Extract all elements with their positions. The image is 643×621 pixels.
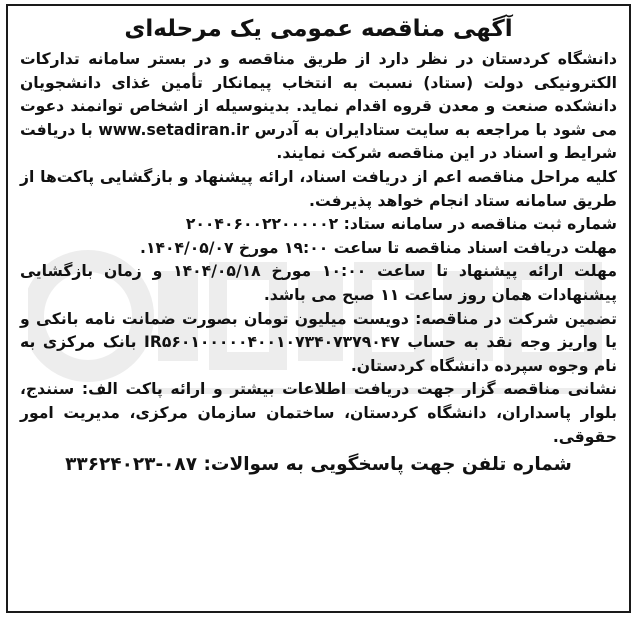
notice-content: [20, 8, 617, 480]
paragraph-intro: [20, 48, 617, 166]
paragraph-document-deadline: مهلت دریافت اسناد مناقصه تا ساعت ۱۹:۰۰ مورخ ۱۴۰۴/۰۵/۰۷.: [140, 238, 617, 257]
paragraph-submission-deadline: مهلت ارائه پیشنهاد تا ساعت ۱۰:۰۰ مورخ ۱۴۰۴/۰۵/۱۸ و زمان بازگشایی پیشنهادات همان روز ساعت ۱۱ صبح می باشد.: [20, 262, 617, 304]
paragraph-procedure: کلیه مراحل مناقصه اعم از دریافت اسناد، ارائه پیشنهاد و بازگشایی پاکت‌ها از طریق سامانه ستاد انجام خواهد پذیرفت.: [20, 167, 617, 210]
contact-phone: شماره تلفن جهت پاسخگویی به سوالات: ۰۸۷-۳۳۶۲۴۰۲۳: [65, 454, 572, 476]
notice-title: آگهی مناقصه عمومی یک مرحله‌ای: [124, 16, 513, 42]
organizer-name: دانشگاه کردستان در نظر دارد: [378, 50, 618, 68]
paragraph-registration-number: شماره ثبت مناقصه در سامانه ستاد: ۲۰۰۴۰۶۰۰۲۲۰۰۰۰۰۲: [185, 215, 617, 234]
intro-text-b: با دریافت شرایط و اسناد در این مناقصه شرکت نمایند.: [20, 120, 617, 163]
website-link[interactable]: www.setadiran.ir: [98, 120, 250, 139]
notice-frame: [6, 4, 631, 613]
paragraph-address: نشانی مناقصه گزار جهت دریافت اطلاعات بیشتر و ارائه پاکت الف: سنندج، بلوار پاسداران، دانشگاه کردستان، ساختمان سازمان مرکزی، مدیریت امور حقوقی.: [20, 380, 617, 446]
intro-text-a: از طریق مناقصه و در بستر سامانه تدارکات الکترونیکی دولت (ستاد) نسبت به انتخاب پیمانکار تأمین غذای دانشجویان دانشکده صنعت و معدن قروه اقدام نماید. بدینوسیله از اشخاص توانمند دعوت می شود با مراجعه به سایت ستادایران به آدرس: [20, 50, 617, 139]
paragraph-guarantee: تضمین شرکت در مناقصه: دویست میلیون تومان بصورت ضمانت نامه بانکی و یا واریز وجه نقد به حساب IR۵۶۰۱۰۰۰۰۰۴۰۰۱۰۷۳۴۰۷۳۷۹۰۴۷ بانک مرکزی به نام وجوه سپرده دانشگاه کردستان.: [20, 309, 617, 375]
